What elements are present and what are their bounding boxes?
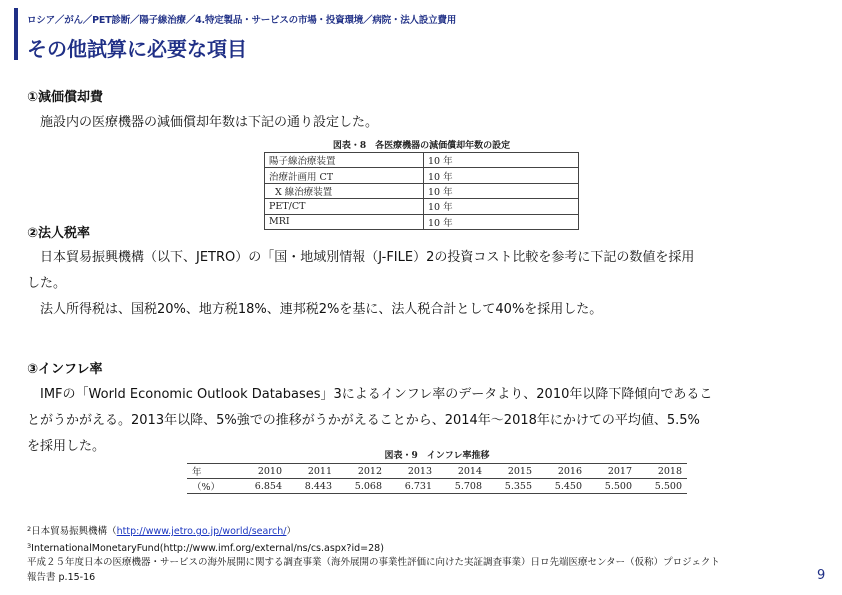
value-label: （%） — [187, 479, 237, 494]
section-heading-inflation: ③インフレ率 — [27, 362, 103, 377]
inflation-value: 5.068 — [337, 479, 387, 494]
equipment-name: PET/CT — [265, 199, 424, 214]
inflation-table-caption: 図表・9 インフレ率推移 — [384, 451, 490, 461]
depreciation-years: 10 年 — [424, 199, 579, 214]
depreciation-table-caption: 図表・8 各医療機器の減価償却年数の設定 — [332, 141, 511, 151]
equipment-name: X 線治療装置 — [265, 183, 424, 198]
breadcrumb: ロシア／がん／PET診断／陽子線治療／4.特定製品・サービスの市場・投資環境／病院・法人設立費用 — [27, 15, 457, 26]
footnote-mark: 2 — [27, 525, 32, 533]
footnotes — [27, 522, 384, 556]
title-accent-bar — [14, 8, 18, 60]
section-heading-corporate-tax: ②法人税率 — [27, 226, 91, 241]
year-cell: 2016 — [537, 464, 587, 479]
year-cell: 2018 — [637, 464, 687, 479]
equipment-name: MRI — [265, 214, 424, 229]
inflation-value: 5.708 — [437, 479, 487, 494]
depreciation-text: 施設内の医療機器の減価償却年数は下記の通り設定した。 — [40, 115, 379, 130]
depreciation-years: 10 年 — [424, 214, 579, 229]
table-row — [187, 479, 687, 494]
year-cell: 2012 — [337, 464, 387, 479]
jetro-link[interactable]: http://www.jetro.go.jp/world/search/ — [116, 526, 287, 537]
source-line: 報告書 p.15-16 — [27, 572, 96, 583]
table-row — [187, 464, 687, 479]
year-cell: 2013 — [387, 464, 437, 479]
year-cell: 2014 — [437, 464, 487, 479]
corporate-tax-rate-text: 法人所得税は、国税20%、地方税18%、連邦税2%を基に、法人税合計として40%を採用した。 — [40, 302, 603, 317]
table-row — [265, 214, 579, 229]
footnote-3 — [27, 539, 384, 556]
inflation-value: 5.355 — [487, 479, 537, 494]
depreciation-table — [264, 152, 579, 230]
table-row — [265, 168, 579, 183]
inflation-value: 8.443 — [287, 479, 337, 494]
inflation-line: を採用した。 — [27, 439, 106, 454]
inflation-table — [187, 463, 687, 494]
source-line: 平成２５年度日本の医療機器・サービスの海外展開に関する調査事業（海外展開の事業性評価に向けた実証調査事業）日ロ先端医療センター（仮称）プロジェクト — [27, 557, 720, 568]
depreciation-years: 10 年 — [424, 168, 579, 183]
inflation-value: 6.854 — [237, 479, 287, 494]
year-cell: 2017 — [587, 464, 637, 479]
section-heading-depreciation: ①減価償却費 — [27, 90, 104, 105]
inflation-value: 6.731 — [387, 479, 437, 494]
footnote-text: 日本貿易振興機構（ — [31, 526, 117, 537]
inflation-value: 5.500 — [637, 479, 687, 494]
inflation-value: 5.500 — [587, 479, 637, 494]
inflation-line: とがうかがえる。2013年以降、5%強での推移がうかがえることから、2014年〜2018年にかけての平均値、5.5% — [27, 413, 700, 428]
footnote-mark: 3 — [27, 542, 32, 550]
footnote-2 — [27, 522, 384, 539]
corporate-tax-line: 日本貿易振興機構（以下、JETRO）の「国・地域別情報（J-FILE）2の投資コスト比較を参考に下記の数値を採用 — [40, 250, 695, 265]
source-citation — [27, 555, 720, 585]
year-label: 年 — [187, 464, 237, 479]
page-title: その他試算に必要な項目 — [27, 37, 247, 61]
table-row — [265, 199, 579, 214]
equipment-name: 陽子線治療装置 — [265, 153, 424, 168]
year-cell: 2015 — [487, 464, 537, 479]
table-row — [265, 183, 579, 198]
footnote-text: InternationalMonetaryFund(http://www.imf.org/external/ns/cs.aspx?id=28) — [31, 543, 384, 554]
corporate-tax-text — [27, 245, 817, 323]
depreciation-years: 10 年 — [424, 183, 579, 198]
corporate-tax-line: した。 — [27, 276, 67, 291]
year-cell: 2011 — [287, 464, 337, 479]
table-row — [265, 153, 579, 168]
page-number: 9 — [817, 568, 826, 583]
equipment-name: 治療計画用 CT — [265, 168, 424, 183]
inflation-value: 5.450 — [537, 479, 587, 494]
year-cell: 2010 — [237, 464, 287, 479]
inflation-line: IMFの「World Economic Outlook Databases」3によるインフレ率のデータより、2010年以降下降傾向であるこ — [40, 387, 713, 402]
depreciation-years: 10 年 — [424, 153, 579, 168]
footnote-close: ） — [286, 526, 296, 537]
